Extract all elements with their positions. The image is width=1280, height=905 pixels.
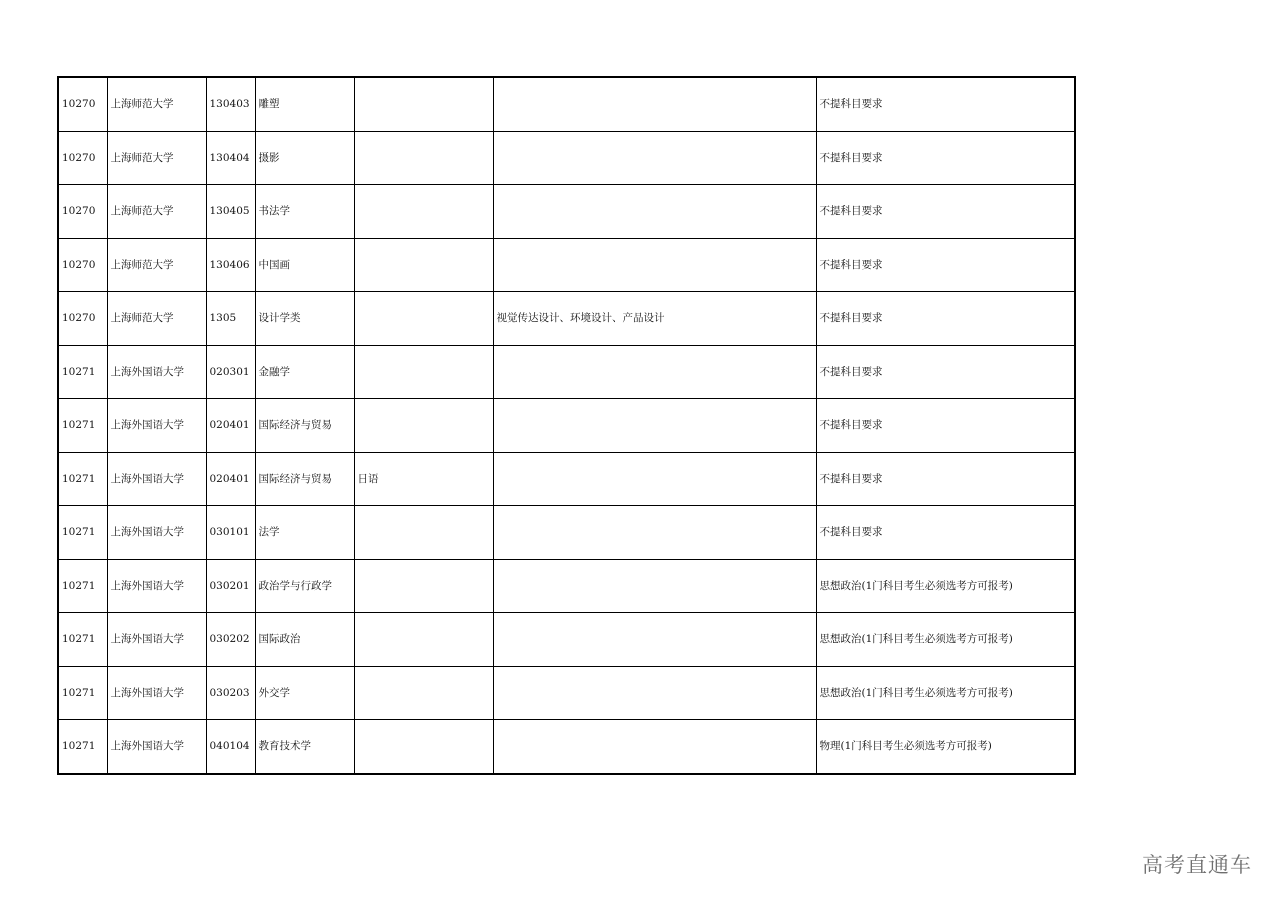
watermark-text: 高考直通车 xyxy=(1142,853,1252,877)
school-name-cell: 上海外国语大学 xyxy=(107,506,206,560)
major-name-cell: 国际经济与贸易 xyxy=(255,452,354,506)
major-name-cell: 政治学与行政学 xyxy=(255,559,354,613)
subject-requirement-cell: 不提科目要求 xyxy=(816,292,1075,346)
major-name-cell: 摄影 xyxy=(255,131,354,185)
major-code-cell: 030201 xyxy=(206,559,255,613)
subject-requirement-cell: 不提科目要求 xyxy=(816,131,1075,185)
school-name-cell: 上海外国语大学 xyxy=(107,720,206,774)
table-row xyxy=(58,452,1075,506)
table-row xyxy=(58,613,1075,667)
table-row xyxy=(58,131,1075,185)
language-cell xyxy=(354,399,493,453)
language-cell xyxy=(354,666,493,720)
table-body xyxy=(58,77,1075,774)
major-name-cell: 中国画 xyxy=(255,238,354,292)
major-name-cell: 国际政治 xyxy=(255,613,354,667)
school-name-cell: 上海外国语大学 xyxy=(107,399,206,453)
language-cell xyxy=(354,559,493,613)
school-code-cell: 10271 xyxy=(58,452,107,506)
major-name-cell: 金融学 xyxy=(255,345,354,399)
language-cell xyxy=(354,613,493,667)
subject-requirement-cell: 不提科目要求 xyxy=(816,345,1075,399)
table-row xyxy=(58,399,1075,453)
school-name-cell: 上海师范大学 xyxy=(107,292,206,346)
major-includes-cell xyxy=(493,131,816,185)
language-cell xyxy=(354,238,493,292)
major-code-cell: 130405 xyxy=(206,185,255,239)
major-code-cell: 130404 xyxy=(206,131,255,185)
subject-requirement-cell: 不提科目要求 xyxy=(816,399,1075,453)
major-code-cell: 030202 xyxy=(206,613,255,667)
major-includes-cell: 视觉传达设计、环境设计、产品设计 xyxy=(493,292,816,346)
language-cell xyxy=(354,506,493,560)
major-name-cell: 国际经济与贸易 xyxy=(255,399,354,453)
school-code-cell: 10271 xyxy=(58,720,107,774)
major-includes-cell xyxy=(493,399,816,453)
language-cell xyxy=(354,131,493,185)
school-code-cell: 10270 xyxy=(58,292,107,346)
table-row xyxy=(58,292,1075,346)
language-cell xyxy=(354,292,493,346)
major-name-cell: 外交学 xyxy=(255,666,354,720)
major-includes-cell xyxy=(493,720,816,774)
major-includes-cell xyxy=(493,506,816,560)
table-row xyxy=(58,720,1075,774)
school-code-cell: 10271 xyxy=(58,506,107,560)
school-code-cell: 10270 xyxy=(58,77,107,131)
major-name-cell: 设计学类 xyxy=(255,292,354,346)
table-row xyxy=(58,559,1075,613)
major-code-cell: 030101 xyxy=(206,506,255,560)
major-code-cell: 040104 xyxy=(206,720,255,774)
subject-requirement-cell: 不提科目要求 xyxy=(816,238,1075,292)
major-code-cell: 020401 xyxy=(206,399,255,453)
major-name-cell: 书法学 xyxy=(255,185,354,239)
language-cell xyxy=(354,77,493,131)
school-name-cell: 上海外国语大学 xyxy=(107,666,206,720)
subject-requirement-cell: 思想政治(1门科目考生必须选考方可报考) xyxy=(816,559,1075,613)
table-row xyxy=(58,506,1075,560)
major-includes-cell xyxy=(493,666,816,720)
school-code-cell: 10271 xyxy=(58,399,107,453)
school-name-cell: 上海外国语大学 xyxy=(107,345,206,399)
school-name-cell: 上海外国语大学 xyxy=(107,452,206,506)
school-name-cell: 上海师范大学 xyxy=(107,185,206,239)
major-includes-cell xyxy=(493,185,816,239)
major-name-cell: 雕塑 xyxy=(255,77,354,131)
subject-requirement-cell: 思想政治(1门科目考生必须选考方可报考) xyxy=(816,666,1075,720)
major-code-cell: 1305 xyxy=(206,292,255,346)
school-name-cell: 上海师范大学 xyxy=(107,131,206,185)
school-name-cell: 上海外国语大学 xyxy=(107,613,206,667)
subject-requirement-cell: 物理(1门科目考生必须选考方可报考) xyxy=(816,720,1075,774)
major-name-cell: 教育技术学 xyxy=(255,720,354,774)
table-row xyxy=(58,666,1075,720)
subject-requirement-cell: 思想政治(1门科目考生必须选考方可报考) xyxy=(816,613,1075,667)
major-code-cell: 130406 xyxy=(206,238,255,292)
school-code-cell: 10271 xyxy=(58,345,107,399)
major-code-cell: 030203 xyxy=(206,666,255,720)
table-row xyxy=(58,77,1075,131)
school-code-cell: 10271 xyxy=(58,666,107,720)
school-code-cell: 10270 xyxy=(58,238,107,292)
table-row xyxy=(58,238,1075,292)
major-includes-cell xyxy=(493,613,816,667)
school-name-cell: 上海师范大学 xyxy=(107,77,206,131)
subject-requirement-cell: 不提科目要求 xyxy=(816,77,1075,131)
school-code-cell: 10271 xyxy=(58,559,107,613)
major-includes-cell xyxy=(493,238,816,292)
school-code-cell: 10270 xyxy=(58,131,107,185)
major-includes-cell xyxy=(493,345,816,399)
language-cell xyxy=(354,185,493,239)
school-code-cell: 10270 xyxy=(58,185,107,239)
school-name-cell: 上海师范大学 xyxy=(107,238,206,292)
language-cell: 日语 xyxy=(354,452,493,506)
subject-requirement-cell: 不提科目要求 xyxy=(816,185,1075,239)
subject-requirement-cell: 不提科目要求 xyxy=(816,506,1075,560)
table-row xyxy=(58,185,1075,239)
major-name-cell: 法学 xyxy=(255,506,354,560)
table-row xyxy=(58,345,1075,399)
major-code-cell: 020401 xyxy=(206,452,255,506)
major-code-cell: 130403 xyxy=(206,77,255,131)
major-includes-cell xyxy=(493,77,816,131)
major-includes-cell xyxy=(493,559,816,613)
major-code-cell: 020301 xyxy=(206,345,255,399)
admission-requirements-table xyxy=(57,76,1076,775)
language-cell xyxy=(354,345,493,399)
school-name-cell: 上海外国语大学 xyxy=(107,559,206,613)
major-includes-cell xyxy=(493,452,816,506)
school-code-cell: 10271 xyxy=(58,613,107,667)
language-cell xyxy=(354,720,493,774)
subject-requirement-cell: 不提科目要求 xyxy=(816,452,1075,506)
